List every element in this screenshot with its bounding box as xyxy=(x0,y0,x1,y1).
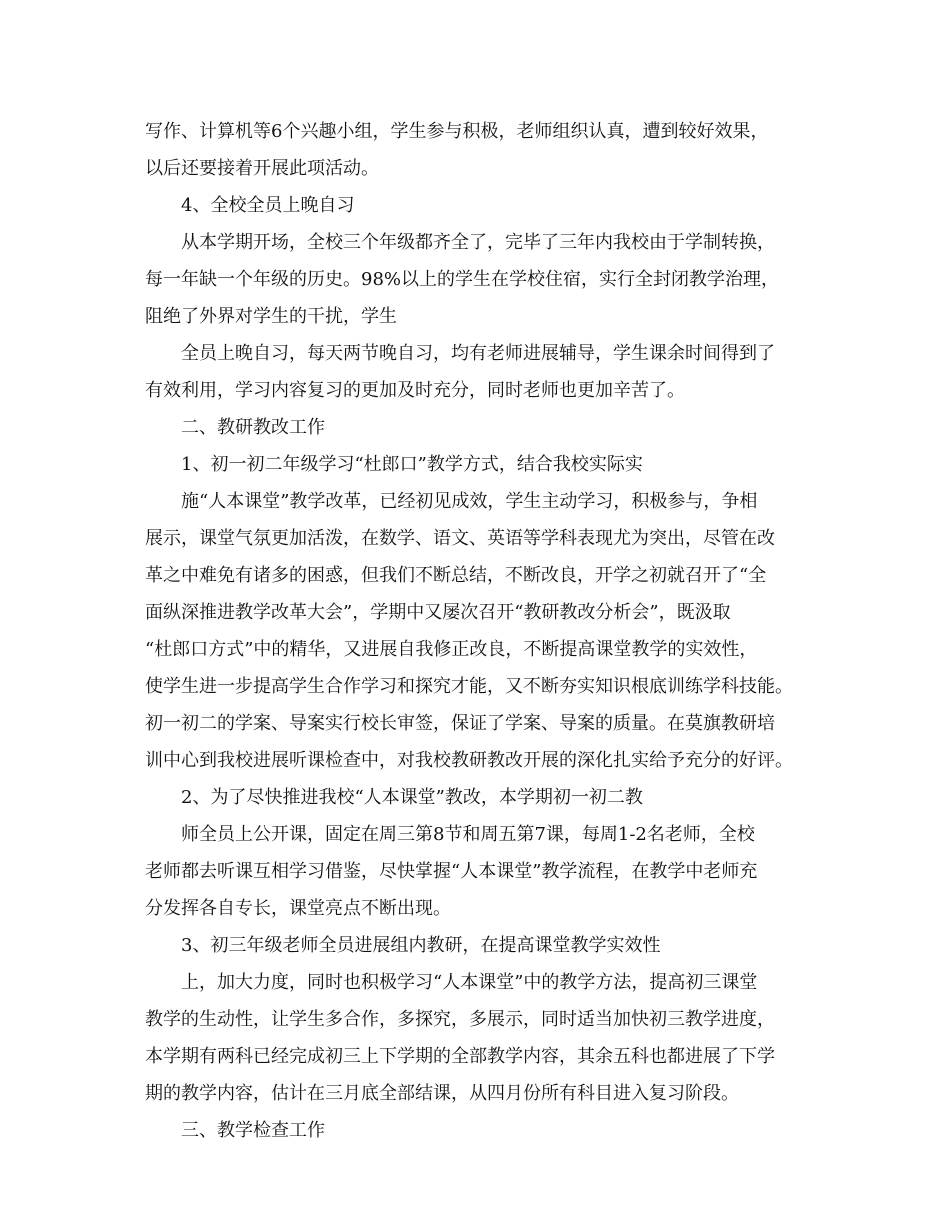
heading-evening-study: 4、全校全员上晚自习 xyxy=(181,195,355,216)
text-line-1: 写作、计算机等6个兴趣小组，学生参与积极，老师组织认真，遭到较好效果， xyxy=(145,121,769,142)
text-line-2: 以后还要接着开展此项活动。 xyxy=(145,158,379,179)
text-line-18: 训中心到我校进展听课检查中，对我校教研教改开展的深化扎实给予充分的好评。 xyxy=(145,750,793,771)
text-line-11: 施“人本课堂”教学改革，已经初见成效，学生主动学习，积极参与，争相 xyxy=(181,491,758,512)
text-line-14: 面纵深推进教学改革大会”，学期中又屡次召开“教研教改分析会”，既汲取 xyxy=(145,602,731,623)
text-line-23: 3、初三年级老师全员进展组内教研，在提高课堂教学实效性 xyxy=(181,935,661,956)
text-line-6: 阻绝了外界对学生的干扰，学生 xyxy=(145,306,397,327)
text-line-24: 上，加大力度，同时也积极学习“人本课堂”中的教学方法，提高初三课堂 xyxy=(181,972,758,993)
text-line-10: 1、初一初二年级学习“杜郎口”教学方式，结合我校实际实 xyxy=(181,454,643,475)
text-line-19: 2、为了尽快推进我校“人本课堂”教改，本学期初一初二教 xyxy=(181,787,643,808)
text-line-25: 教学的生动性，让学生多合作，多探究，多展示，同时适当加快初三教学进度， xyxy=(145,1009,775,1030)
text-line-20: 师全员上公开课，固定在周三第8节和周五第7课，每周1-2名老师，全校 xyxy=(181,824,755,845)
text-line-7: 全员上晚自习，每天两节晚自习，均有老师进展辅导，学生课余时间得到了 xyxy=(181,343,775,364)
text-line-21: 老师都去听课互相学习借鉴，尽快掌握“人本课堂”教学流程，在教学中老师充 xyxy=(145,861,758,882)
text-line-17: 初一初二的学案、导案实行校长审签，保证了学案、导案的质量。在莫旗教研培 xyxy=(145,713,775,734)
text-line-8: 有效利用，学习内容复习的更加及时充分，同时老师也更加辛苦了。 xyxy=(145,380,685,401)
text-line-22: 分发挥各自专长，课堂亮点不断出现。 xyxy=(145,898,451,919)
text-line-5: 每一年缺一个年级的历史。98%以上的学生在学校住宿，实行全封闭教学治理， xyxy=(145,269,780,290)
text-line-13: 革之中难免有诸多的困惑，但我们不断总结，不断改良，开学之初就召开了“全 xyxy=(145,565,767,586)
text-line-16: 使学生进一步提高学生合作学习和探究才能，又不断夯实知识根底训练学科技能。 xyxy=(145,676,793,697)
text-line-26: 本学期有两科已经完成初三上下学期的全部教学内容，其余五科也都进展了下学 xyxy=(145,1046,775,1067)
text-line-15: “杜郎口方式”中的精华，又进展自我修正改良，不断提高课堂教学的实效性， xyxy=(145,639,758,660)
text-line-27: 期的教学内容，估计在三月底全部结课，从四月份所有科目进入复习阶段。 xyxy=(145,1083,739,1104)
section-heading-3: 三、教学检查工作 xyxy=(181,1120,325,1141)
text-line-12: 展示，课堂气氛更加活泼，在数学、语文、英语等学科表现尤为突出，尽管在改 xyxy=(145,528,775,549)
section-heading-2: 二、教研教改工作 xyxy=(181,417,325,438)
text-line-4: 从本学期开场，全校三个年级都齐全了，完毕了三年内我校由于学制转换， xyxy=(181,232,775,253)
